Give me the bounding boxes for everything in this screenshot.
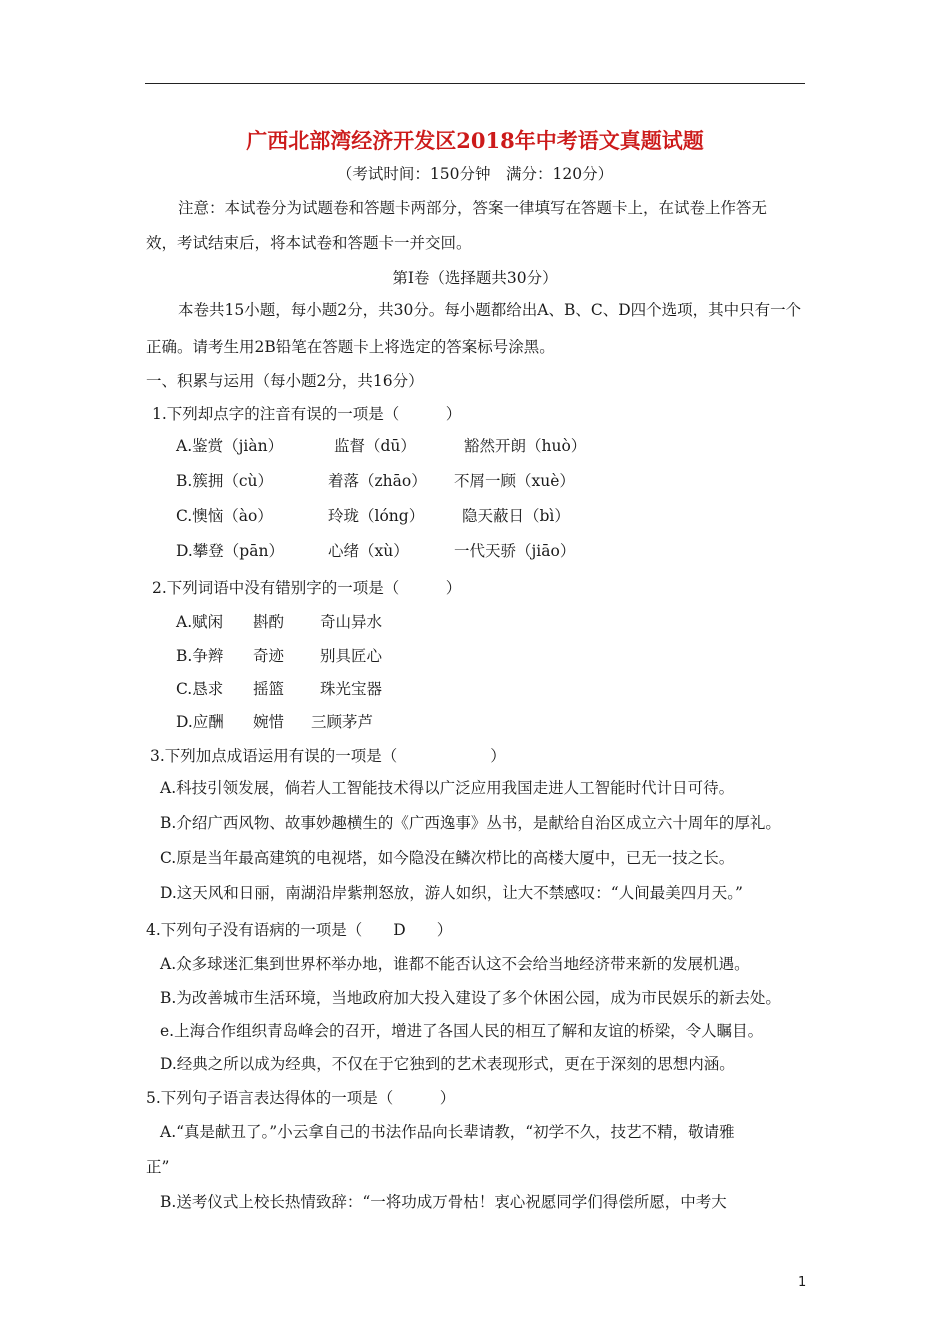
q2-a-2: 斟酌 <box>253 613 285 631</box>
q2-c-3: 珠光宝器 <box>320 680 383 698</box>
part-one-heading: 一、积累与运用（每小题2分，共16分） <box>146 372 424 390</box>
q1-c-3: 隐天蔽日（bì） <box>462 507 570 525</box>
q5-stem: 5.下列句子语言表达得体的一项是（ ） <box>146 1089 456 1107</box>
q1-option-a <box>176 436 586 456</box>
q5-option-a-line-2: 正” <box>146 1158 170 1176</box>
q2-d-2: 婉惜 <box>253 713 285 731</box>
q2-option-c <box>176 679 382 699</box>
q1-a-1: A.鉴赏（jiàn） <box>176 437 284 455</box>
q3-stem: 3.下列加点成语运用有误的一项是（ ） <box>150 747 506 765</box>
q1-b-3: 不屑一顾（xuè） <box>454 472 575 490</box>
q2-c-1: C.恳求 <box>176 680 224 698</box>
q2-a-1: A.赋闲 <box>176 613 224 631</box>
q1-c-2: 玲珑（lóng） <box>328 507 425 525</box>
q4-stem: 4.下列句子没有语病的一项是（ D ） <box>146 921 453 939</box>
q2-option-d <box>176 712 373 732</box>
page-number: 1 <box>798 1275 807 1290</box>
q2-stem: 2.下列词语中没有错别字的一项是（ ） <box>152 579 462 597</box>
q2-c-2: 摇篮 <box>253 680 285 698</box>
notice-line-1: 注意：本试卷分为试题卷和答题卡两部分，答案一律填写在答题卡上，在试卷上作答无 <box>178 199 768 217</box>
q2-option-a <box>176 612 382 632</box>
q4-option-d: D.经典之所以成为经典，不仅在于它独到的艺术表现形式，更在于深刻的思想内涵。 <box>160 1055 735 1073</box>
q2-b-2: 奇迹 <box>253 647 285 665</box>
q5-option-b-line-1: B.送考仪式上校长热情致辞：“一将功成万骨枯！衷心祝愿同学们得偿所愿，中考大 <box>160 1193 727 1211</box>
q1-a-2: 监督（dū） <box>334 437 416 455</box>
q1-option-b <box>176 471 575 491</box>
q3-option-d: D.这天风和日丽，南湖沿岸紫荆怒放，游人如织，让大不禁感叹：“人间最美四月天。” <box>160 884 743 902</box>
q2-a-3: 奇山异水 <box>320 613 383 631</box>
q1-option-c <box>176 506 570 526</box>
q1-b-2: 着落（zhāo） <box>328 472 427 490</box>
q2-d-1: D.应酬 <box>176 713 224 731</box>
intro-line-1: 本卷共15小题，每小题2分，共30分。每小题都给出A、B、C、D四个选项，其中只有一个 <box>178 301 802 319</box>
page-title: 广西北部湾经济开发区2018年中考语文真题试题 <box>246 128 704 153</box>
q1-b-1: B.簇拥（cù） <box>176 472 273 490</box>
q1-d-1: D.攀登（pān） <box>176 542 284 560</box>
q4-option-b: B.为改善城市生活环境，当地政府加大投入建设了多个休困公园，成为市民娱乐的新去处。 <box>160 989 781 1007</box>
q3-option-a: A.科技引领发展，倘若人工智能技术得以广泛应用我国走进人工智能时代计日可待。 <box>160 779 735 797</box>
q1-a-3: 豁然开朗（huò） <box>464 437 587 455</box>
header-rule <box>145 83 805 84</box>
q1-c-1: C.懊恼（ào） <box>176 507 273 525</box>
exam-info: （考试时间：150分钟 满分：120分） <box>336 165 614 183</box>
q1-d-3: 一代天骄（jiāo） <box>454 542 576 560</box>
notice-line-2: 效，考试结束后，将本试卷和答题卡一并交回。 <box>146 234 472 252</box>
section-heading: 第Ⅰ卷（选择题共30分） <box>392 269 558 287</box>
q1-d-2: 心绪（xù） <box>328 542 409 560</box>
q2-option-b <box>176 646 382 666</box>
q4-option-c: e.上海合作组织青岛峰会的召开，增进了各国人民的相互了解和友谊的桥梁，令人瞩目。 <box>160 1022 764 1040</box>
q4-option-a: A.众多球迷汇集到世界杯举办地，谁都不能否认这不会给当地经济带来新的发展机遇。 <box>160 955 750 973</box>
q2-b-1: B.争辫 <box>176 647 224 665</box>
q3-option-b: B.介绍广西风物、故事妙趣横生的《广西逸事》丛书，是献给自治区成立六十周年的厚礼。 <box>160 814 781 832</box>
q3-option-c: C.原是当年最高建筑的电视塔，如今隐没在鳞次栉比的高楼大厦中，已无一技之长。 <box>160 849 735 867</box>
q2-b-3: 别具匠心 <box>320 647 383 665</box>
q5-option-a-line-1: A.“真是献丑了。”小云拿自己的书法作品向长辈请教，“初学不久，技艺不精，敬请雅 <box>160 1123 735 1141</box>
intro-line-2: 正确。请考生用2B铅笔在答题卡上将选定的答案标号涂黑。 <box>146 338 555 356</box>
q2-d-3: 三顾茅芦 <box>311 713 374 731</box>
q1-option-d <box>176 541 575 561</box>
q1-stem: 1.下列却点字的注音有误的一项是（ ） <box>152 405 462 423</box>
